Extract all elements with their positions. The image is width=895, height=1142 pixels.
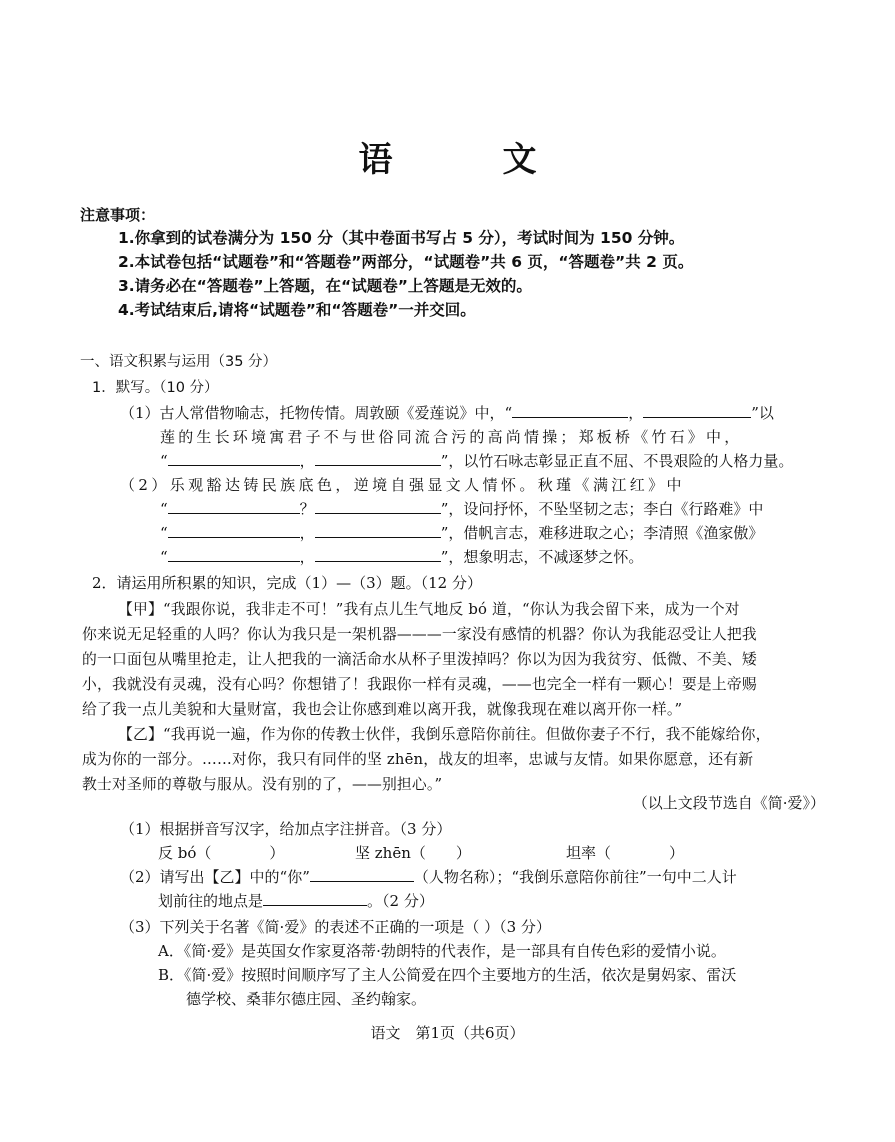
text: （1）古人常借物喻志，托物传情。周敦颐《爱莲说》中，“: [120, 404, 513, 422]
question-2-label: 2．请运用所积累的知识，完成（1）—（3）题。（12 分）: [92, 574, 482, 592]
subq1-item-a: [158, 842, 284, 863]
text: “: [160, 500, 168, 518]
passage-jia-line: 给了我一点儿美貌和大量财富，我也会让你感到难以离开我，就像我现在难以离开你一样。”: [82, 701, 683, 718]
subq1-label: （1）根据拼音写汉字，给加点字注拼音。（3 分）: [120, 820, 452, 838]
answer-blank[interactable]: [168, 547, 300, 562]
answer-blank[interactable]: [263, 891, 367, 906]
page-title: 语 文: [358, 140, 575, 180]
passage-yi-line: 成为你的一部分。……对你，我只有同伴的坚 zhēn，战友的坦率，忠诚与友情。如果你愿意，还有新: [82, 751, 754, 768]
text: ，: [299, 452, 315, 470]
text: ，: [299, 524, 315, 542]
text: （2）请写出【乙】中的“你”: [120, 868, 310, 886]
q1-part2-line1: （2）乐观豁达铸民族底色，逆境自强显文人情怀。秋瑾《满江红》中: [120, 476, 685, 494]
subq1-item-c: [566, 842, 684, 863]
text: 坚 zhēn（: [355, 844, 426, 862]
answer-blank[interactable]: [512, 403, 628, 418]
answer-blank[interactable]: [315, 547, 441, 562]
text: ”，设问抒怀，不坠坚韧之志；李白《行路难》中: [440, 500, 764, 518]
subq1-item-b: [355, 842, 471, 863]
text: ）: [269, 844, 285, 862]
question-1-label: 1．默写。（10 分）: [92, 380, 219, 396]
answer-blank[interactable]: [315, 451, 441, 466]
q1-part1-line3: [160, 450, 793, 471]
notice-item: 4.考试结束后,请将“试题卷”和“答题卷”一并交回。: [118, 301, 476, 319]
answer-blank[interactable]: [168, 451, 300, 466]
text: 反 bó（: [158, 844, 212, 862]
subq2-line1: [120, 866, 737, 887]
passage-jia-line: 小，我就没有灵魂，没有心吗？你想错了！我跟你一样有灵魂，——也完全一样有一颗心！要是上帝赐: [82, 676, 757, 693]
notice-heading: 注意事项：: [80, 206, 156, 224]
page-footer: 语文 第1页（共6页）: [370, 1024, 525, 1042]
q1-part2-line2: [160, 498, 763, 519]
passage-jia-line: 【甲】“我跟你说，我非走不可！”我有点儿生气地反 bó 道，“你认为我会留下来，成为一个对: [118, 601, 740, 618]
option-a[interactable]: A．《简·爱》是英国女作家夏洛蒂·勃朗特的代表作，是一部具有自传色彩的爱情小说。: [158, 942, 726, 960]
section-heading: 一、语文积累与运用（35 分）: [80, 354, 278, 370]
text: ”以: [751, 404, 774, 422]
text: “: [160, 452, 168, 470]
answer-blank[interactable]: [168, 523, 300, 538]
notice-item: 1.你拿到的试卷满分为 150 分（其中卷面书写占 5 分），考试时间为 150 分钟。: [118, 229, 685, 247]
option-b-cont: 德学校、桑菲尔德庄园、圣约翰家。: [186, 990, 427, 1008]
answer-blank[interactable]: [168, 499, 300, 514]
notice-item: 3.请务必在“答题卷”上答题，在“试题卷”上答题是无效的。: [118, 277, 532, 295]
notice-item: 2.本试卷包括“试题卷”和“答题卷”两部分，“试题卷”共 6 页，“答题卷”共 2 页。: [118, 253, 694, 271]
text: “: [160, 524, 168, 542]
q1-part2-line3: [160, 522, 763, 543]
passage-yi-line: 教士对圣师的尊敬与服从。没有别的了，——别担心。”: [82, 776, 443, 793]
text: ？: [299, 500, 315, 518]
text: ，: [628, 404, 644, 422]
passage-jia-line: 你来说无足轻重的人吗？你认为我只是一架机器———一家没有感情的机器？你认为我能忍受让人把我: [82, 626, 757, 643]
subq3-label: （3）下列关于名著《简·爱》的表述不正确的一项是（ ）（3 分）: [120, 918, 551, 936]
text: ）: [455, 844, 471, 862]
passage-source: （以上文段节选自《简·爱》）: [632, 794, 825, 812]
answer-blank[interactable]: [315, 499, 441, 514]
text: （人物名称）；“我倒乐意陪你前往”一句中二人计: [413, 868, 737, 886]
option-b[interactable]: B．《简·爱》按照时间顺序写了主人公简爱在四个主要地方的生活，依次是舅妈家、雷沃: [158, 966, 737, 984]
text: 坦率（: [566, 844, 612, 862]
text: ，: [299, 548, 315, 566]
text: 划前往的地点是: [158, 892, 264, 910]
q1-part1-line1: [120, 402, 774, 423]
q1-part2-line4: [160, 546, 643, 567]
answer-blank[interactable]: [310, 867, 414, 882]
passage-jia-line: 的一口面包从嘴里抢走，让人把我的一滴活命水从杯子里泼掉吗？你以为因为我贫穷、低微、不美、矮: [82, 651, 757, 668]
passage-yi-line: 【乙】“我再说一遍，作为你的传教士伙伴，我倒乐意陪你前往。但做你妻子不行，我不能嫁给你，: [118, 726, 771, 743]
q1-part1-line2: 莲的生长环境寓君子不与世俗同流合污的高尚情操；郑板桥《竹石》中，: [160, 428, 743, 446]
answer-blank[interactable]: [315, 523, 441, 538]
answer-blank[interactable]: [643, 403, 751, 418]
text: “: [160, 548, 168, 566]
text: ）: [669, 844, 685, 862]
text: ”，借帆言志，难移进取之心；李清照《渔家傲》: [440, 524, 764, 542]
text: ”，想象明志，不减逐梦之怀。: [440, 548, 644, 566]
subq2-line2: [158, 890, 434, 911]
text: ”，以竹石咏志彰显正直不屈、不畏艰险的人格力量。: [440, 452, 794, 470]
text: 。（2 分）: [367, 892, 434, 910]
